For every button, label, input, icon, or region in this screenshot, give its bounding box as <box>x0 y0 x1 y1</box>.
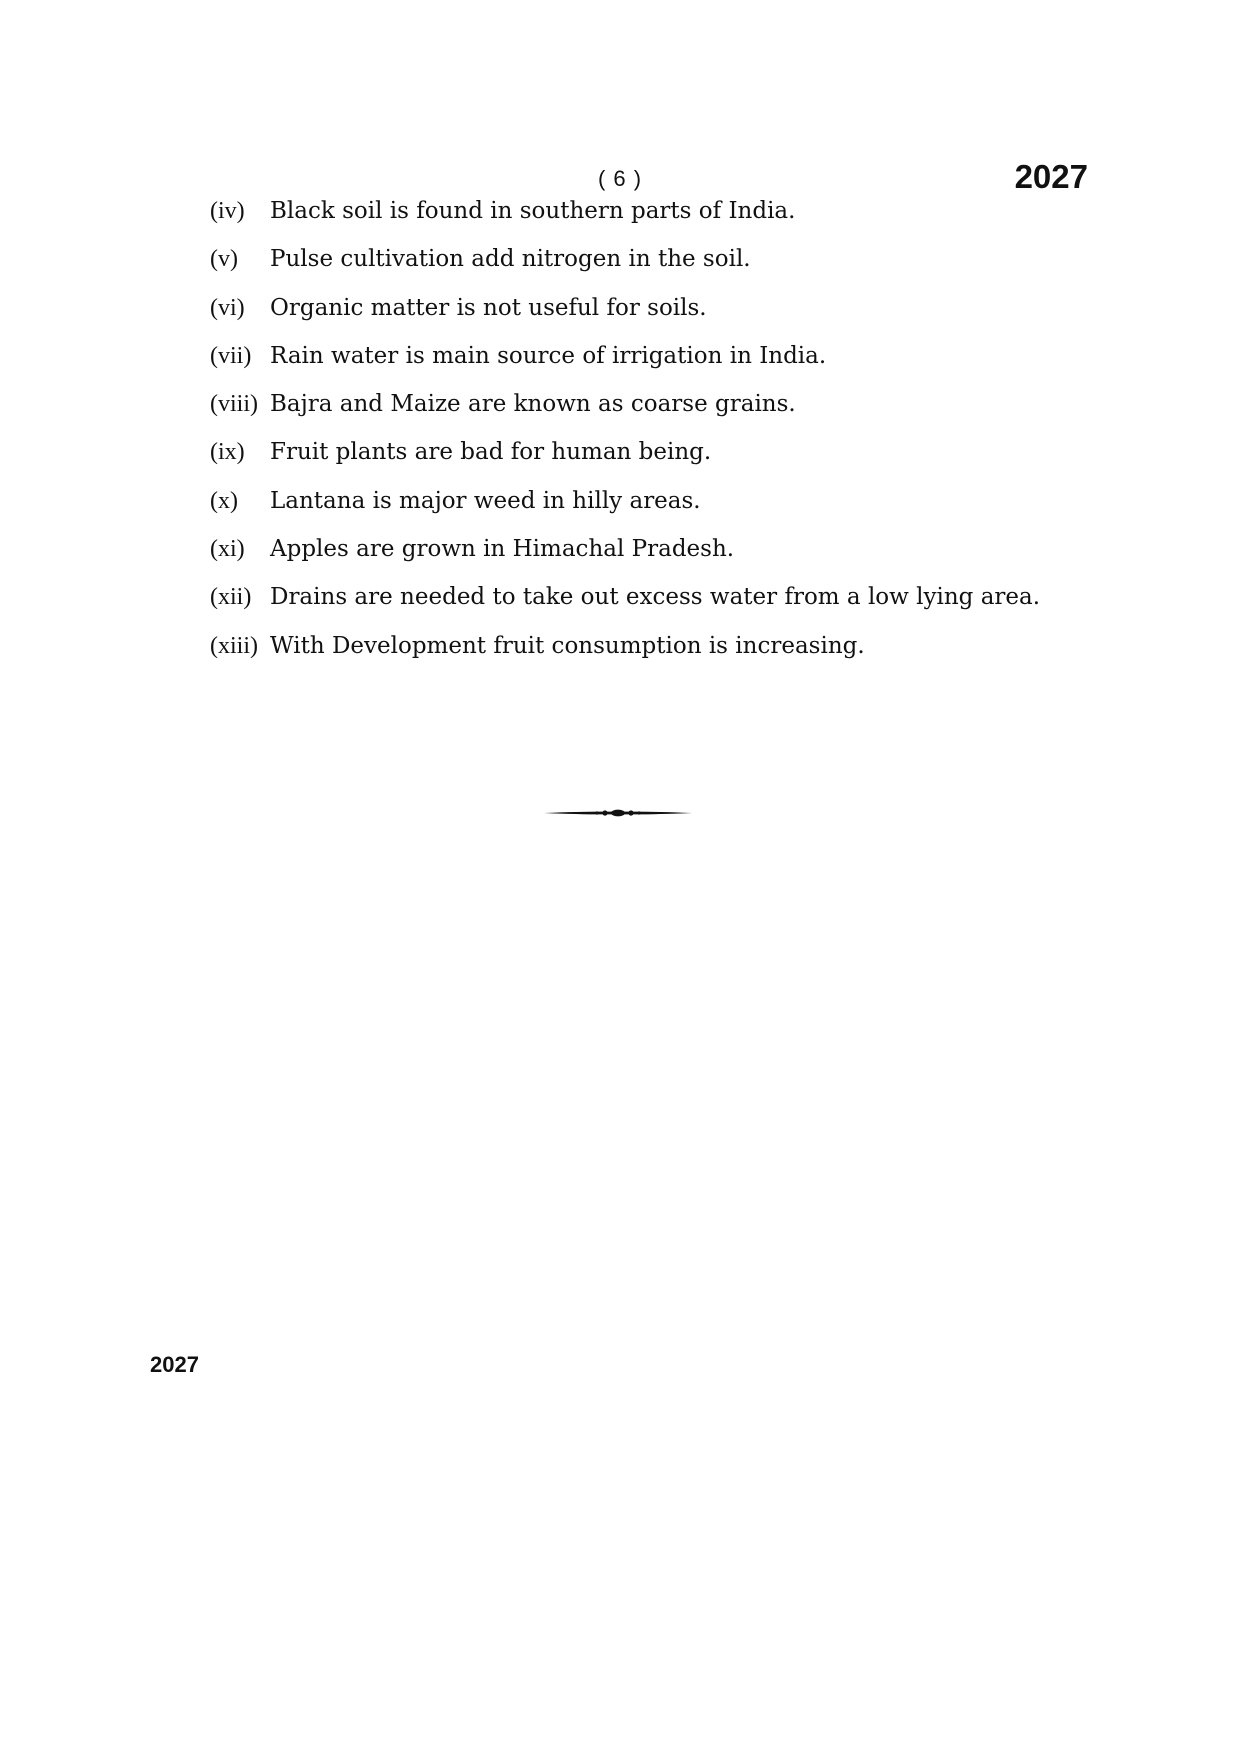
statement-list <box>210 195 1110 678</box>
list-item <box>210 436 1110 484</box>
item-number: (vi) <box>210 294 245 321</box>
item-number: (xii) <box>210 584 252 611</box>
item-text: Lantana is major weed in hilly areas. <box>270 487 701 514</box>
paper-code-bottom: 2027 <box>150 1352 199 1377</box>
item-text: Apples are grown in Himachal Pradesh. <box>270 536 735 563</box>
list-item <box>210 388 1110 436</box>
item-text: Drains are needed to take out excess water from a low lying area. <box>270 584 1041 611</box>
item-number: (xiii) <box>210 632 258 659</box>
item-text: Organic matter is not useful for soils. <box>270 294 707 321</box>
list-item <box>210 195 1110 243</box>
item-number: (vii) <box>210 342 252 369</box>
item-text: Fruit plants are bad for human being. <box>270 439 712 466</box>
end-ornament-divider <box>544 806 692 820</box>
item-text: With Development fruit consumption is increasing. <box>270 632 865 659</box>
item-text: Bajra and Maize are known as coarse grains. <box>270 391 796 418</box>
item-number: (x) <box>210 487 238 514</box>
list-item <box>210 243 1110 291</box>
list-item <box>210 581 1110 629</box>
page-number: ( 6 ) <box>597 166 643 191</box>
list-item <box>210 533 1110 581</box>
item-number: (viii) <box>210 391 258 418</box>
list-item <box>210 340 1110 388</box>
list-item <box>210 292 1110 340</box>
item-number: (v) <box>210 246 238 273</box>
item-number: (xi) <box>210 536 245 563</box>
paper-code-top: 2027 <box>1014 158 1088 195</box>
list-item <box>210 485 1110 533</box>
item-text: Rain water is main source of irrigation in India. <box>270 342 827 369</box>
item-number: (iv) <box>210 198 245 224</box>
list-item <box>210 630 1110 678</box>
item-number: (ix) <box>210 439 245 466</box>
item-text: Pulse cultivation add nitrogen in the soil. <box>270 246 751 273</box>
item-text: Black soil is found in southern parts of India. <box>270 198 796 224</box>
